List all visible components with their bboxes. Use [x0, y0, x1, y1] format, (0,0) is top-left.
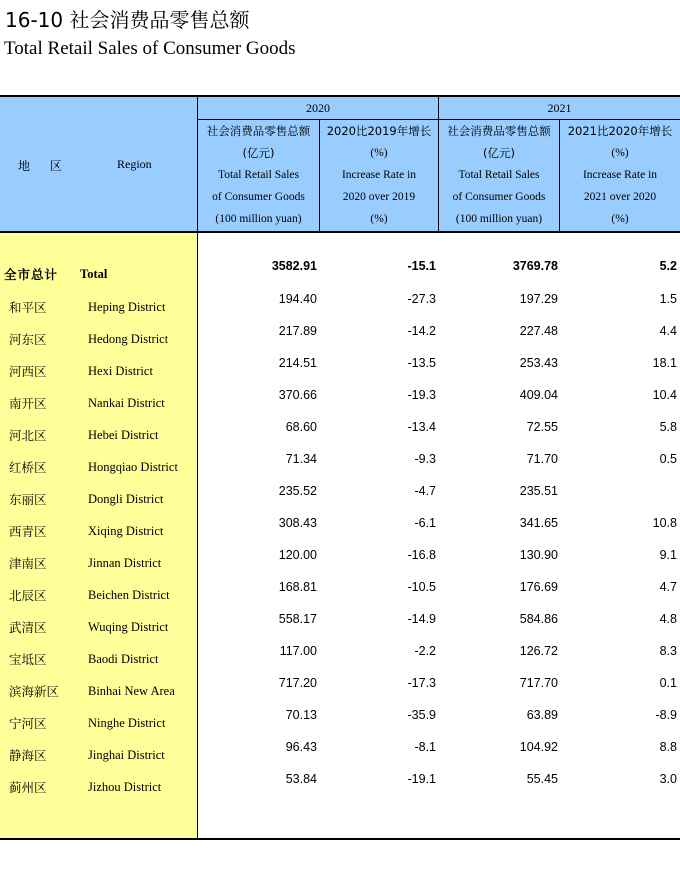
table-row [0, 770, 680, 802]
region-name-cn: 宝坻区 [9, 652, 47, 667]
region-name-en: Xiqing District [88, 524, 164, 538]
sales-2021: 584.86 [519, 612, 558, 626]
sales-2020: 117.00 [279, 644, 317, 658]
rate-2021: 4.8 [659, 612, 677, 626]
rate-2021: 3.0 [659, 772, 677, 786]
sales-2020: 120.00 [278, 548, 317, 562]
col2-header-line: (%) [370, 147, 388, 159]
rate-2020: -19.1 [407, 772, 436, 786]
rate-2021: 5.8 [659, 420, 677, 434]
sales-2021: 717.70 [519, 676, 558, 690]
rate-2021: 8.8 [659, 740, 677, 754]
rate-2020: -10.5 [407, 580, 436, 594]
region-header-en: Region [117, 157, 152, 171]
rate-2020: -14.2 [407, 324, 436, 338]
col1-header-line: of Consumer Goods [212, 191, 305, 203]
sales-2021: 176.69 [519, 580, 558, 594]
table-title-en: Total Retail Sales of Consumer Goods [4, 38, 296, 59]
region-name-cn: 全市总计 [4, 267, 59, 282]
region-name-en: Jinnan District [88, 556, 162, 570]
rate-2020: -15.1 [407, 259, 436, 273]
table-row [0, 514, 680, 546]
sales-2021: 104.92 [519, 740, 558, 754]
col3-header-line: Total Retail Sales [458, 169, 540, 181]
region-name-en: Binhai New Area [88, 684, 175, 698]
rate-2021: 0.5 [659, 452, 677, 466]
region-name-cn: 东丽区 [9, 492, 47, 507]
col1-header-line: Total Retail Sales [218, 169, 299, 181]
col2-header-line: (%) [370, 213, 388, 225]
table-row [0, 386, 680, 418]
region-name-en: Jizhou District [88, 780, 162, 794]
region-name-en: Wuqing District [88, 620, 169, 634]
col2-header-line: 2020比2019年增长 [326, 124, 432, 138]
region-name-cn: 静海区 [9, 748, 47, 763]
region-name-en: Dongli District [88, 492, 164, 506]
table-row [0, 706, 680, 738]
rate-2020: -4.7 [414, 484, 436, 498]
total-row [0, 257, 680, 289]
region-name-en: Total [80, 267, 108, 281]
col4-header-line: (%) [611, 147, 629, 159]
col4-header-line: (%) [611, 213, 629, 225]
region-name-en: Jinghai District [88, 748, 165, 762]
rate-2020: -13.5 [407, 356, 436, 370]
region-name-en: Heping District [88, 300, 166, 314]
region-name-cn: 津南区 [9, 556, 47, 571]
table-row [0, 290, 680, 322]
rate-2021: 9.1 [659, 548, 677, 562]
region-name-cn: 北辰区 [9, 588, 47, 603]
rate-2020: -19.3 [407, 388, 436, 402]
rate-2021: 10.8 [652, 516, 677, 530]
table-row [0, 738, 680, 770]
sales-2020: 217.89 [278, 324, 317, 338]
region-name-cn: 和平区 [9, 300, 47, 315]
region-name-cn: 滨海新区 [9, 684, 60, 699]
region-name-cn: 河东区 [9, 332, 47, 347]
retail-sales-table [0, 95, 680, 840]
col3-header [439, 120, 559, 230]
sales-2020: 96.43 [285, 740, 317, 754]
region-name-en: Beichen District [88, 588, 170, 602]
year-2021-header: 2021 [547, 101, 572, 115]
table-row [0, 450, 680, 482]
table-row [0, 578, 680, 610]
table-row [0, 642, 680, 674]
region-name-cn: 南开区 [9, 396, 47, 411]
rate-2020: -35.9 [407, 708, 436, 722]
sales-2020: 370.66 [278, 388, 317, 402]
rate-2021: 1.5 [659, 292, 677, 306]
rate-2021: 8.3 [659, 644, 677, 658]
region-header-cn: 地 区 [18, 159, 70, 173]
table-row [0, 546, 680, 578]
table-row [0, 482, 680, 514]
sales-2021: 63.89 [526, 708, 558, 722]
col1-header [198, 120, 319, 230]
table-row [0, 322, 680, 354]
col4-header-line: Increase Rate in [582, 169, 658, 181]
sales-2020: 717.20 [278, 676, 317, 690]
sales-2020: 71.34 [285, 452, 317, 466]
sales-2020: 168.81 [278, 580, 317, 594]
region-name-en: Baodi District [88, 652, 159, 666]
region-name-cn: 西青区 [9, 524, 47, 539]
sales-2020: 308.43 [278, 516, 317, 530]
sales-2021: 130.90 [519, 548, 558, 562]
rate-2021: -8.9 [655, 708, 677, 722]
table-row [0, 354, 680, 386]
col2-header-line: 2020 over 2019 [342, 191, 416, 203]
sales-2021: 72.55 [526, 420, 558, 434]
sales-2021: 126.72 [519, 644, 558, 658]
rate-2020: -2.2 [414, 644, 436, 658]
sales-2020: 214.51 [278, 356, 317, 370]
sales-2020: 53.84 [285, 772, 317, 786]
col2-header-line: Increase Rate in [341, 169, 417, 181]
rate-2020: -14.9 [407, 612, 436, 626]
sales-2020: 558.17 [278, 612, 317, 626]
sales-2020: 3582.91 [271, 259, 317, 273]
sales-2021: 197.29 [519, 292, 558, 306]
region-name-en: Hebei District [88, 428, 159, 442]
sales-2021: 409.04 [519, 388, 558, 402]
col3-header-line: 社会消费品零售总额 [447, 124, 551, 138]
table-row [0, 610, 680, 642]
rate-2021: 5.2 [659, 259, 677, 273]
rate-2020: -13.4 [407, 420, 436, 434]
col4-header-line: 2021 over 2020 [583, 191, 657, 203]
region-name-cn: 蓟州区 [9, 780, 47, 795]
col3-header-line: (100 million yuan) [455, 213, 543, 225]
year-2020-header: 2020 [306, 101, 330, 115]
top-border [0, 95, 680, 97]
region-name-cn: 红桥区 [9, 460, 47, 475]
region-name-en: Nankai District [88, 396, 165, 410]
col1-header-line: 社会消费品零售总额 [206, 124, 311, 138]
rate-2020: -8.1 [414, 740, 436, 754]
rate-2021: 4.7 [659, 580, 677, 594]
sales-2021: 3769.78 [512, 259, 558, 273]
rate-2020: -16.8 [407, 548, 436, 562]
rate-2020: -27.3 [407, 292, 436, 306]
rate-2020: -9.3 [414, 452, 436, 466]
region-name-cn: 宁河区 [9, 716, 47, 731]
region-name-en: Hexi District [88, 364, 153, 378]
header-bottom-border [0, 231, 680, 233]
sales-2021: 253.43 [519, 356, 558, 370]
region-name-en: Hedong District [88, 332, 169, 346]
sales-2020: 70.13 [285, 708, 317, 722]
sales-2020: 68.60 [285, 420, 317, 434]
sales-2020: 194.40 [278, 292, 317, 306]
sales-2021: 341.65 [519, 516, 558, 530]
col3-header-line: of Consumer Goods [452, 191, 546, 203]
col1-header-line: (100 million yuan) [215, 213, 302, 225]
col4-header-line: 2021比2020年增长 [567, 124, 673, 138]
sales-2021: 227.48 [519, 324, 558, 338]
region-name-en: Hongqiao District [88, 460, 178, 474]
region-name-cn: 河北区 [9, 428, 47, 443]
col2-header [320, 120, 438, 230]
rate-2021: 10.4 [652, 388, 677, 402]
rate-2021: 4.4 [659, 324, 677, 338]
region-name-cn: 武清区 [9, 620, 47, 635]
sales-2021: 71.70 [526, 452, 558, 466]
col3-header-line: (亿元) [483, 146, 515, 160]
table-title-cn: 16-10 社会消费品零售总额 [5, 8, 250, 32]
sales-2021: 235.51 [519, 484, 558, 498]
sales-2020: 235.52 [278, 484, 317, 498]
sales-2021: 55.45 [526, 772, 558, 786]
rate-2020: -17.3 [407, 676, 436, 690]
col4-header [560, 120, 680, 230]
rate-2021: 0.1 [659, 676, 677, 690]
bottom-border [0, 838, 680, 840]
col1-header-line: (亿元) [242, 146, 275, 160]
region-name-en: Ninghe District [88, 716, 166, 730]
table-row [0, 674, 680, 706]
region-name-cn: 河西区 [9, 364, 47, 379]
rate-2020: -6.1 [414, 516, 436, 530]
rate-2021: 18.1 [652, 356, 677, 370]
table-row [0, 418, 680, 450]
